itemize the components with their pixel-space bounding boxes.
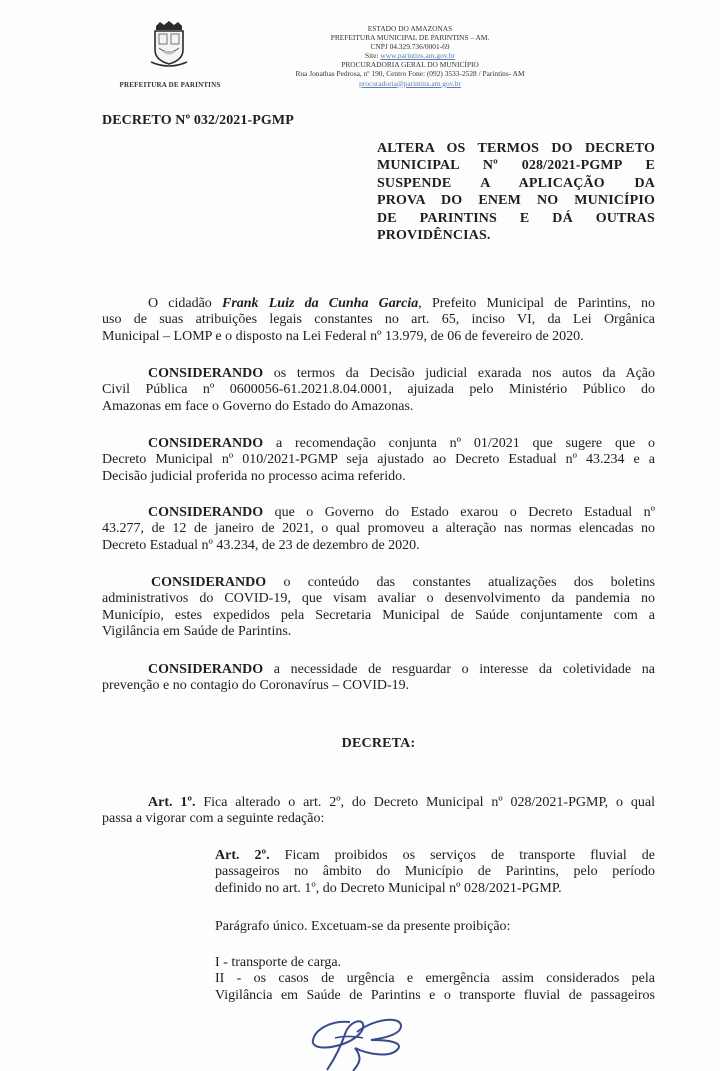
considerando-line bbox=[102, 662, 655, 678]
article-label: Art. 2º. bbox=[215, 848, 270, 863]
mayor-name: Frank Luiz da Cunha Garcia bbox=[221, 296, 419, 311]
exception-item: I - transporte de carga. bbox=[215, 955, 342, 970]
considerando-keyword: CONSIDERANDO bbox=[148, 662, 264, 677]
considerando-line: Decisão judicial proferida no processo acima referido. bbox=[102, 468, 406, 484]
decree-number: DECRETO Nº 032/2021-PGMP bbox=[102, 113, 294, 128]
signature-icon bbox=[305, 1012, 415, 1071]
coat-of-arms-icon bbox=[148, 20, 190, 70]
considerando-text: os termos da Decisão judicial exarada nos autos da Ação bbox=[263, 366, 655, 381]
article-line bbox=[102, 795, 655, 811]
summary-line: SUSPENDE A APLICAÇÃO DA bbox=[377, 175, 655, 191]
considerando-line: administrativos do COVID-19, que visam avaliar o desenvolvimento da pandemia no bbox=[102, 591, 655, 607]
considerando-text: o conteúdo das constantes atualizações dos boletins bbox=[266, 575, 655, 590]
preamble-paragraph bbox=[102, 296, 655, 345]
considerando-line: Decreto Municipal nº 010/2021-PGMP seja ajustado ao Decreto Estadual nº 43.234 e a bbox=[102, 452, 655, 468]
exception-item: II - os casos de urgência e emergência assim considerados pela bbox=[215, 971, 655, 987]
summary-line: PROVA DO ENEM NO MUNICÍPIO bbox=[377, 193, 655, 209]
letterhead-address: Rua Jonathas Pedrosa, nº 190, Centro Fone: (092) 3533-2528 / Parintins- AM bbox=[295, 69, 525, 79]
considerando-line bbox=[102, 505, 655, 521]
letterhead bbox=[240, 24, 580, 88]
letterhead-state: ESTADO DO AMAZONAS bbox=[367, 24, 453, 33]
letterhead-office: PROCURADORIA GERAL DO MUNICÍPIO bbox=[341, 60, 479, 70]
letterhead-prefecture: PREFEITURA MUNICIPAL DE PARINTINS – AM. bbox=[330, 33, 490, 43]
summary-line: PROVIDÊNCIAS. bbox=[377, 228, 491, 244]
letterhead-cnpj: CNPJ 04.329.736/0001-69 bbox=[370, 42, 450, 52]
considerando-text: a recomendação conjunta nº 01/2021 que sugere que o bbox=[263, 436, 655, 451]
decreta-heading: DECRETA: bbox=[341, 736, 416, 751]
preamble-prefix: O cidadão bbox=[148, 296, 222, 311]
considerando-line: Vigilância em Saúde de Parintins. bbox=[102, 623, 292, 639]
decree-summary bbox=[377, 140, 655, 244]
article-line: passa a vigorar com a seguinte redação: bbox=[102, 811, 325, 827]
site-label: Site: bbox=[365, 51, 379, 61]
sole-paragraph-text: Parágrafo único. Excetuam-se da presente proibição: bbox=[215, 919, 511, 934]
article-label: Art. 1º. bbox=[148, 795, 196, 810]
summary-line: DE PARINTINS E DÁ OUTRAS bbox=[377, 210, 655, 226]
article-1 bbox=[102, 795, 655, 828]
considerando-keyword: CONSIDERANDO bbox=[151, 575, 267, 590]
sole-paragraph bbox=[215, 919, 655, 935]
considerando-paragraph bbox=[102, 505, 655, 554]
considerando-paragraph bbox=[102, 662, 655, 695]
crest-caption: PREFEITURA DE PARINTINS bbox=[119, 81, 221, 89]
article-line: definido no art. 1º, do Decreto Municipal nº 028/2021-PGMP. bbox=[215, 880, 562, 896]
preamble-line: uso de suas atribuições legais constantes no art. 65, inciso VI, da Lei Orgânica bbox=[102, 312, 655, 328]
letterhead-site bbox=[240, 51, 580, 60]
article-line bbox=[215, 848, 655, 864]
considerando-paragraph bbox=[102, 436, 655, 485]
considerando-text: que o Governo do Estado exarou o Decreto Estadual nº bbox=[263, 505, 655, 520]
considerando-line: Decreto Estadual nº 43.234, de 23 de dezembro de 2020. bbox=[102, 537, 420, 553]
preamble-line: Municipal – LOMP e o disposto na Lei Federal nº 13.979, de 06 de fevereiro de 2020. bbox=[102, 328, 584, 344]
considerando-text: a necessidade de resguardar o interesse da coletividade na bbox=[263, 662, 655, 677]
article-text: Ficam proibidos os serviços de transporte fluvial de bbox=[269, 848, 655, 863]
considerando-paragraph bbox=[102, 366, 655, 415]
preamble-line bbox=[102, 296, 655, 312]
preamble-suffix: , Prefeito Municipal de Parintins, no bbox=[418, 296, 655, 311]
article-text: Fica alterado o art. 2º, do Decreto Municipal nº 028/2021-PGMP, o qual bbox=[195, 795, 655, 810]
considerando-keyword: CONSIDERANDO bbox=[148, 366, 264, 381]
email-link[interactable]: procuradoria@parintins.am.gov.br bbox=[359, 78, 461, 88]
exception-item-continued: Vigilância em Saúde de Parintins e o transporte fluvial de passageiros bbox=[215, 987, 655, 1003]
considerando-keyword: CONSIDERANDO bbox=[148, 505, 264, 520]
considerando-line: prevenção e no contagio do Coronavírus – COVID-19. bbox=[102, 678, 410, 694]
considerando-keyword: CONSIDERANDO bbox=[148, 436, 264, 451]
exceptions-list bbox=[215, 955, 655, 1004]
summary-line: MUNICIPAL Nº 028/2021-PGMP E bbox=[377, 158, 655, 174]
considerando-paragraph bbox=[102, 575, 655, 640]
considerando-line bbox=[102, 575, 655, 591]
summary-line: ALTERA OS TERMOS DO DECRETO bbox=[377, 141, 655, 156]
considerando-line: Civil Pública nº 0600056-61.2021.8.04.0001, ajuizada pelo Ministério Público do bbox=[102, 382, 655, 398]
considerando-line: 43.277, de 12 de janeiro de 2021, o qual promoveu a alteração nas normas elencadas no bbox=[102, 521, 655, 537]
considerando-line: Município, estes expedidos pela Secretaria Municipal de Saúde conjuntamente com a bbox=[102, 607, 655, 623]
article-2 bbox=[215, 848, 655, 897]
considerando-line bbox=[102, 436, 655, 452]
considerando-line: Amazonas em face o Governo do Estado do Amazonas. bbox=[102, 398, 414, 414]
site-link[interactable]: www.parintins.am.gov.br bbox=[380, 51, 455, 61]
considerando-line bbox=[102, 366, 655, 382]
article-line: passageiros no âmbito do Município de Parintins, pelo período bbox=[215, 864, 655, 880]
